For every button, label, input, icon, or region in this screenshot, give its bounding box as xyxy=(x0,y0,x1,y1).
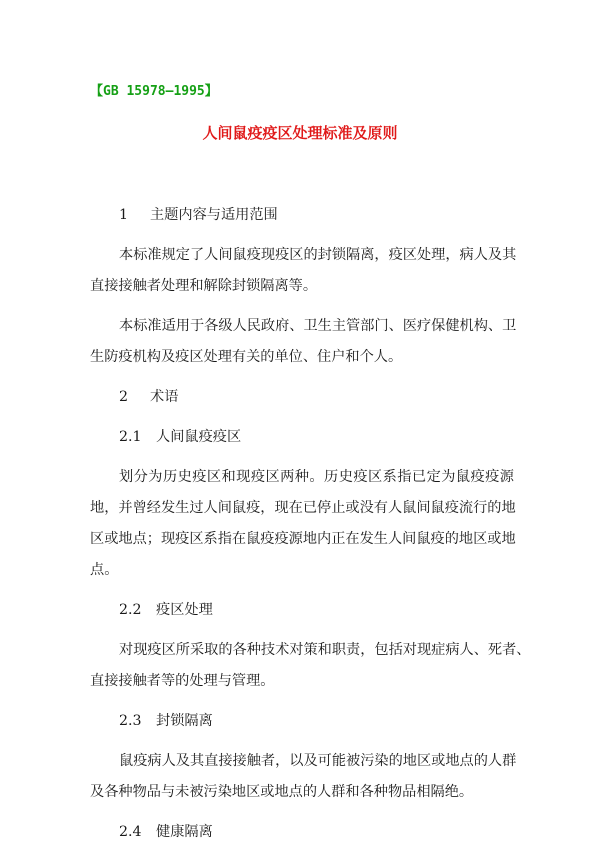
subsection-2-3-heading xyxy=(90,706,514,737)
document-title: 人间鼠疫疫区处理标准及原则 xyxy=(202,124,398,142)
subsection-number: 2.1 xyxy=(119,429,142,445)
paragraph-line: 及各种物品与未被污染地区或地点的人群和各种物品相隔绝。 xyxy=(90,784,474,800)
subsection-2-1-heading xyxy=(90,422,514,453)
subsection-title: 疫区处理 xyxy=(156,602,213,618)
subsection-title: 人间鼠疫疫区 xyxy=(156,429,242,445)
section-number: 1 xyxy=(119,207,129,223)
subsection-number: 2.2 xyxy=(119,602,142,618)
subsection-2-4-heading xyxy=(90,817,514,848)
section-1-heading xyxy=(90,200,514,231)
document-body xyxy=(90,200,531,848)
paragraph-line: 鼠疫病人及其直接接触者，以及可能被污染的地区或地点的人群 xyxy=(119,753,517,769)
paragraph-line: 对现疫区所采取的各种技术对策和职责，包括对现症病人、死者、 xyxy=(119,642,531,658)
subsection-number: 2.4 xyxy=(119,824,142,840)
section-title: 术语 xyxy=(150,389,179,405)
paragraph-line: 本标准适用于各级人民政府、卫生主管部门、医疗保健机构、卫 xyxy=(119,318,517,334)
subsection-number: 2.3 xyxy=(119,713,142,729)
subsection-title: 健康隔离 xyxy=(156,824,213,840)
subsection-2-2-heading xyxy=(90,595,514,626)
section-number: 2 xyxy=(119,389,129,405)
paragraph-line: 点。 xyxy=(90,562,119,578)
paragraph-line: 生防疫机构及疫区处理有关的单位、住户和个人。 xyxy=(90,349,403,365)
section-2-heading xyxy=(90,382,514,413)
paragraph-line: 区或地点；现疫区系指在鼠疫疫源地内正在发生人间鼠疫的地区或地 xyxy=(90,531,516,547)
paragraph-line: 划分为历史疫区和现疫区两种。历史疫区系指已定为鼠疫疫源 xyxy=(119,469,514,485)
paragraph-line: 本标准规定了人间鼠疫现疫区的封锁隔离，疫区处理，病人及其 xyxy=(119,247,517,263)
subsection-title: 封锁隔离 xyxy=(156,713,213,729)
paragraph-line: 地，并曾经发生过人间鼠疫，现在已停止或没有人鼠间鼠疫流行的地 xyxy=(90,500,516,516)
standard-code: 【GB 15978—1995】 xyxy=(90,84,218,99)
paragraph-line: 直接接触者处理和解除封锁隔离等。 xyxy=(90,278,318,294)
section-title: 主题内容与适用范围 xyxy=(150,207,278,223)
paragraph-line: 直接接触者等的处理与管理。 xyxy=(90,673,275,689)
